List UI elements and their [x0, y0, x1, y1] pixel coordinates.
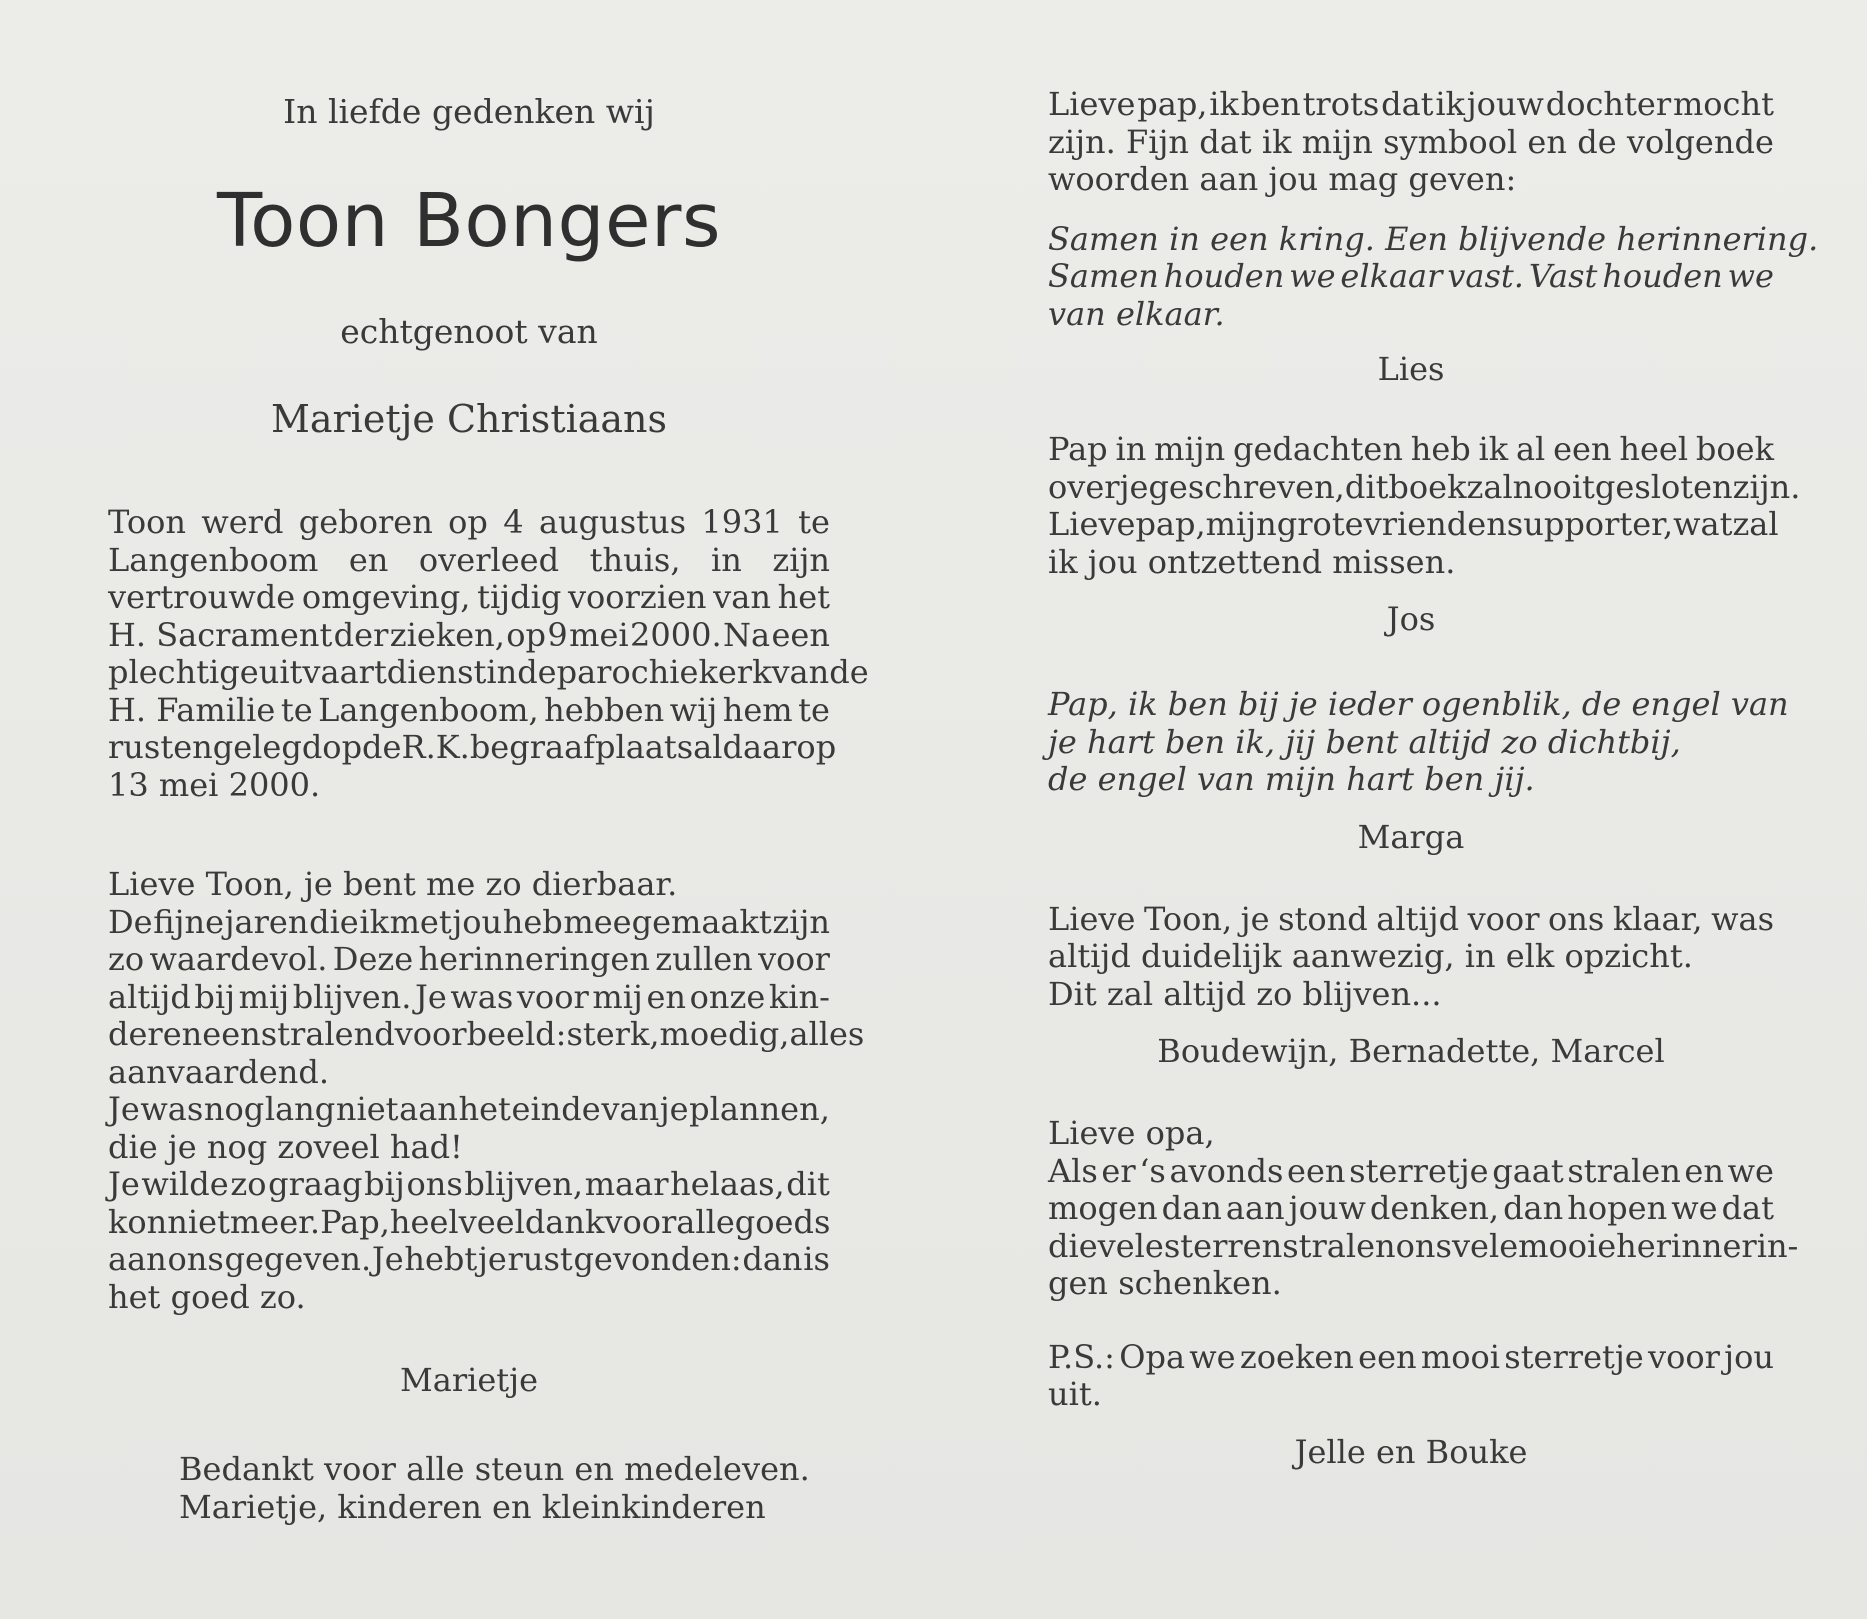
message-line: woorden aan jou mag geven: [1048, 160, 1517, 198]
letter-line: aanvaardend. [108, 1052, 329, 1091]
letter-line: deren een stralend voorbeeld: sterk, moedig, alles [108, 1015, 865, 1053]
message-children [1048, 901, 1774, 1014]
thanks-line: Marietje, kinderen en kleinkinderen [179, 1487, 766, 1526]
poem-marga [1048, 685, 1789, 799]
poem-line: Samen houden we elkaar vast. Vast houden we [1048, 257, 1774, 295]
message-jos [1048, 430, 1801, 581]
bio-line: rusten gelegd op de R.K. begraafplaats aldaar op [108, 728, 837, 766]
poem-line: Samen in een kring. Een blijvende herinnering. [1048, 219, 1819, 258]
right-page [1048, 85, 1819, 1471]
message-line: Lieve Toon, je stond altijd voor ons klaar, was [1048, 899, 1774, 938]
letter-line: zo waardevol. Deze herinneringen zullen voor [108, 940, 830, 978]
bio-line: H. Familie te Langenboom, hebben wij hem te [108, 690, 830, 729]
thanks-line: Bedankt voor alle steun en medeleven. [179, 1450, 810, 1488]
signature-marga: Marga [1357, 817, 1465, 856]
biography-paragraph [108, 503, 869, 804]
message-line: altijd duidelijk aanwezig, in elk opzicht. [1048, 937, 1693, 975]
left-page [108, 92, 869, 1526]
letter-line: kon niet meer. Pap, heel veel dank voor alle goeds [108, 1202, 831, 1241]
poem-line: de engel van mijn hart ben jij. [1048, 760, 1535, 798]
bio-line: plechtige uitvaartdienst in de parochiekerk van de [108, 653, 869, 691]
message-line: gen schenken. [1048, 1264, 1282, 1302]
message-line: ik jou ontzettend missen. [1048, 542, 1456, 581]
deceased-name: Toon Bongers [216, 178, 722, 264]
spouse-name: Marietje Christiaans [270, 397, 668, 441]
message-line: Lieve opa, [1048, 1114, 1215, 1152]
message-grandchildren [1048, 1114, 1799, 1303]
postscript [1048, 1339, 1774, 1414]
signature-lies: Lies [1377, 350, 1445, 388]
letter-line: aan ons gegeven. Je hebt je rust gevonden: dan is [108, 1240, 830, 1278]
letter-line: Je wilde zo graag bij ons blijven, maar helaas, dit [108, 1165, 830, 1203]
bio-line: H. Sacrament der zieken, op 9 mei 2000. Na een [108, 615, 830, 654]
message-line: die vele sterrenstralen ons vele mooie herinnerin- [1048, 1226, 1799, 1265]
letter-signature: Marietje [399, 1361, 539, 1399]
letter-line: Je was nog lang niet aan het einde van je plannen, [108, 1090, 830, 1128]
message-lies [1048, 86, 1774, 199]
message-line: Lieve pap, mijn grote vriend en supporter, wat zal [1048, 505, 1779, 543]
signature-jos: Jos [1386, 600, 1436, 638]
intro-text: In liefde gedenken wij [283, 92, 655, 131]
spouse-label: echtgenoot van [340, 312, 598, 351]
signature-children: Boudewijn, Bernadette, Marcel [1157, 1032, 1665, 1070]
bio-line: 13 mei 2000. [108, 765, 321, 804]
message-line: Lieve pap, ik ben trots dat ik jouw dochter mocht [1048, 85, 1774, 123]
letter-line: die je nog zoveel had! [108, 1127, 463, 1166]
message-line: zijn. Fijn dat ik mijn symbool en de volgende [1048, 122, 1774, 161]
poem-line: van elkaar. [1048, 294, 1225, 333]
letter-line: het goed zo. [108, 1277, 306, 1316]
postscript-line: P.S.: Opa we zoeken een mooi sterretje voor jou [1048, 1337, 1774, 1376]
thanks-note [108, 1451, 830, 1526]
letter-line: Lieve Toon, je bent me zo dierbaar. [108, 865, 678, 903]
letter-line: De fijne jaren die ik met jou heb meegemaakt zijn [108, 902, 830, 941]
bio-line: Toon werd geboren op 4 augustus 1931 te [108, 503, 830, 541]
poem-line: Pap, ik ben bij je ieder ogenblik, de engel van [1048, 685, 1789, 723]
message-line: Als er ‘s avonds een sterretje gaat stralen en we [1048, 1151, 1774, 1190]
bio-line: vertrouwde omgeving, tijdig voorzien van het [108, 578, 830, 616]
letter-line: altijd bij mij blijven. Je was voor mij en onze kin- [108, 977, 830, 1016]
message-line: Dit zal altijd zo blijven... [1048, 974, 1442, 1013]
postscript-line: uit. [1048, 1375, 1102, 1413]
message-line: over je geschreven, dit boek zal nooit gesloten zijn. [1048, 467, 1801, 506]
bio-line: Langenboom en overleed thuis, in zijn [108, 540, 830, 579]
poem-lies [1048, 219, 1819, 334]
message-line: mogen dan aan jouw denken, dan hopen we dat [1048, 1189, 1774, 1227]
poem-line: je hart ben ik, jij bent altijd zo dichtbij, [1048, 722, 1681, 761]
message-line: Pap in mijn gedachten heb ik al een heel boek [1048, 430, 1774, 468]
signature-grandchildren: Jelle en Bouke [1294, 1432, 1528, 1471]
letter-from-wife [108, 865, 865, 1316]
